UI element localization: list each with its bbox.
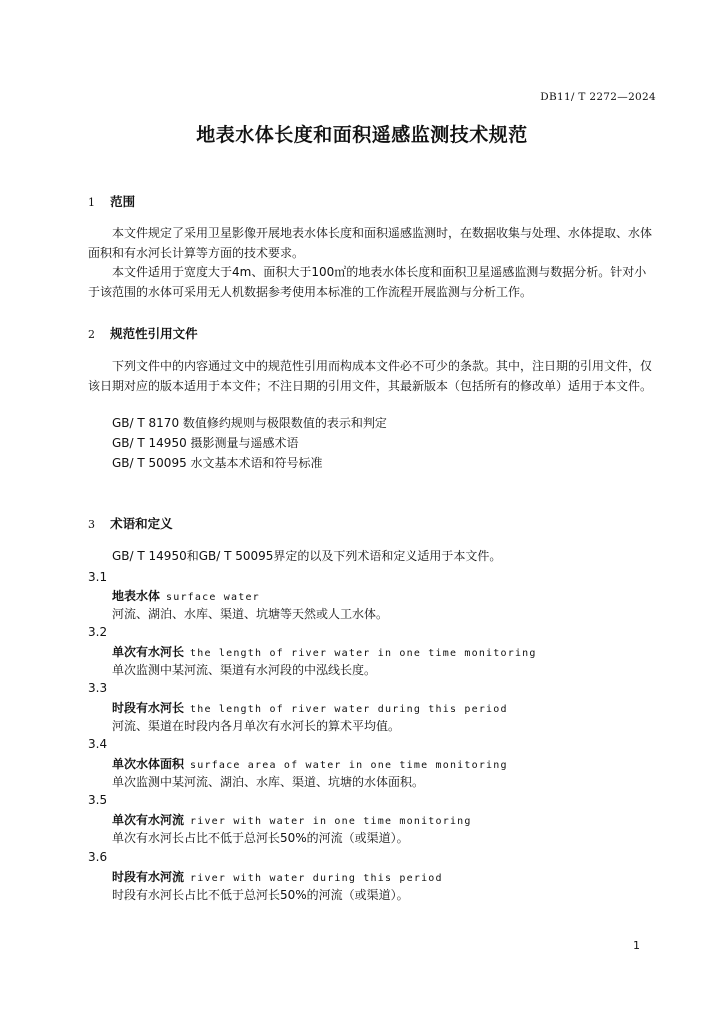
- section-number: 3: [88, 518, 95, 531]
- term-english: river with water in one time monitoring: [190, 816, 472, 827]
- term-chinese: 时段有水河长: [112, 701, 185, 715]
- term-number: 3.3: [88, 681, 108, 695]
- term-definition: 单次有水河长占比不低于总河长50%的河流（或渠道）。: [112, 831, 409, 845]
- section-title: 规范性引用文件: [110, 326, 198, 341]
- term-number: 3.6: [88, 850, 108, 864]
- term-definition: 河流、湖泊、水库、渠道、坑塘等天然或人工水体。: [112, 607, 389, 621]
- reference-item: GB/ T 14950 摄影测量与遥感术语: [112, 436, 299, 450]
- reference-item: GB/ T 8170 数值修约规则与极限数值的表示和判定: [112, 416, 387, 430]
- standard-number: DB11/ T 2272—2024: [540, 91, 656, 103]
- term-definition: 时段有水河长占比不低于总河长50%的河流（或渠道）。: [112, 888, 409, 902]
- section-number: 1: [88, 196, 95, 209]
- term-english: surface area of water in one time monitoring: [190, 760, 508, 771]
- section-title: 术语和定义: [110, 516, 173, 531]
- section-3-heading: [88, 513, 173, 532]
- paragraph: 下列文件中的内容通过文中的规范性引用而构成本文件必不可少的条款。其中，注日期的引用文件，仅该日期对应的版本适用于本文件；不注日期的引用文件，其最新版本（包括所有的修改单）适用于本文件。: [88, 359, 653, 393]
- term-number: 3.2: [88, 625, 108, 639]
- page-number: 1: [633, 939, 640, 952]
- terms-intro: GB/ T 14950和GB/ T 50095界定的以及下列术语和定义适用于本文件。: [112, 549, 502, 563]
- section-1-heading: [88, 191, 135, 210]
- term-chinese: 单次有水河长: [112, 645, 185, 659]
- term-definition: 单次监测中某河流、渠道有水河段的中泓线长度。: [112, 663, 377, 677]
- term-definition: 单次监测中某河流、湖泊、水库、渠道、坑塘的水体面积。: [112, 775, 425, 789]
- section-2-heading: [88, 323, 198, 342]
- paragraph: 本文件规定了采用卫星影像开展地表水体长度和面积遥感监测时，在数据收集与处理、水体提取、水体面积和有水河长计算等方面的技术要求。: [88, 226, 653, 260]
- term-definition: 河流、渠道在时段内各月单次有水河长的算术平均值。: [112, 719, 401, 733]
- term-number: 3.5: [88, 793, 108, 807]
- term-english: the length of river water in one time monitoring: [190, 648, 537, 659]
- term-chinese: 单次有水河流: [112, 813, 185, 827]
- term-english: river with water during this period: [190, 873, 443, 884]
- term-english: the length of river water during this period: [190, 704, 508, 715]
- paragraph: 本文件适用于宽度大于4m、面积大于100㎡的地表水体长度和面积卫星遥感监测与数据分析。针对小于该范围的水体可采用无人机数据参考使用本标准的工作流程开展监测与分析工作。: [88, 265, 647, 299]
- section-number: 2: [88, 328, 95, 341]
- term-english: surface water: [166, 592, 260, 603]
- term-chinese: 时段有水河流: [112, 870, 185, 884]
- term-chinese: 单次水体面积: [112, 757, 185, 771]
- document-title: 地表水体长度和面积遥感监测技术规范: [196, 124, 528, 146]
- term-number: 3.1: [88, 570, 108, 584]
- reference-item: GB/ T 50095 水文基本术语和符号标准: [112, 456, 323, 470]
- term-number: 3.4: [88, 737, 108, 751]
- term-chinese: 地表水体: [112, 589, 161, 603]
- section-title: 范围: [110, 194, 136, 209]
